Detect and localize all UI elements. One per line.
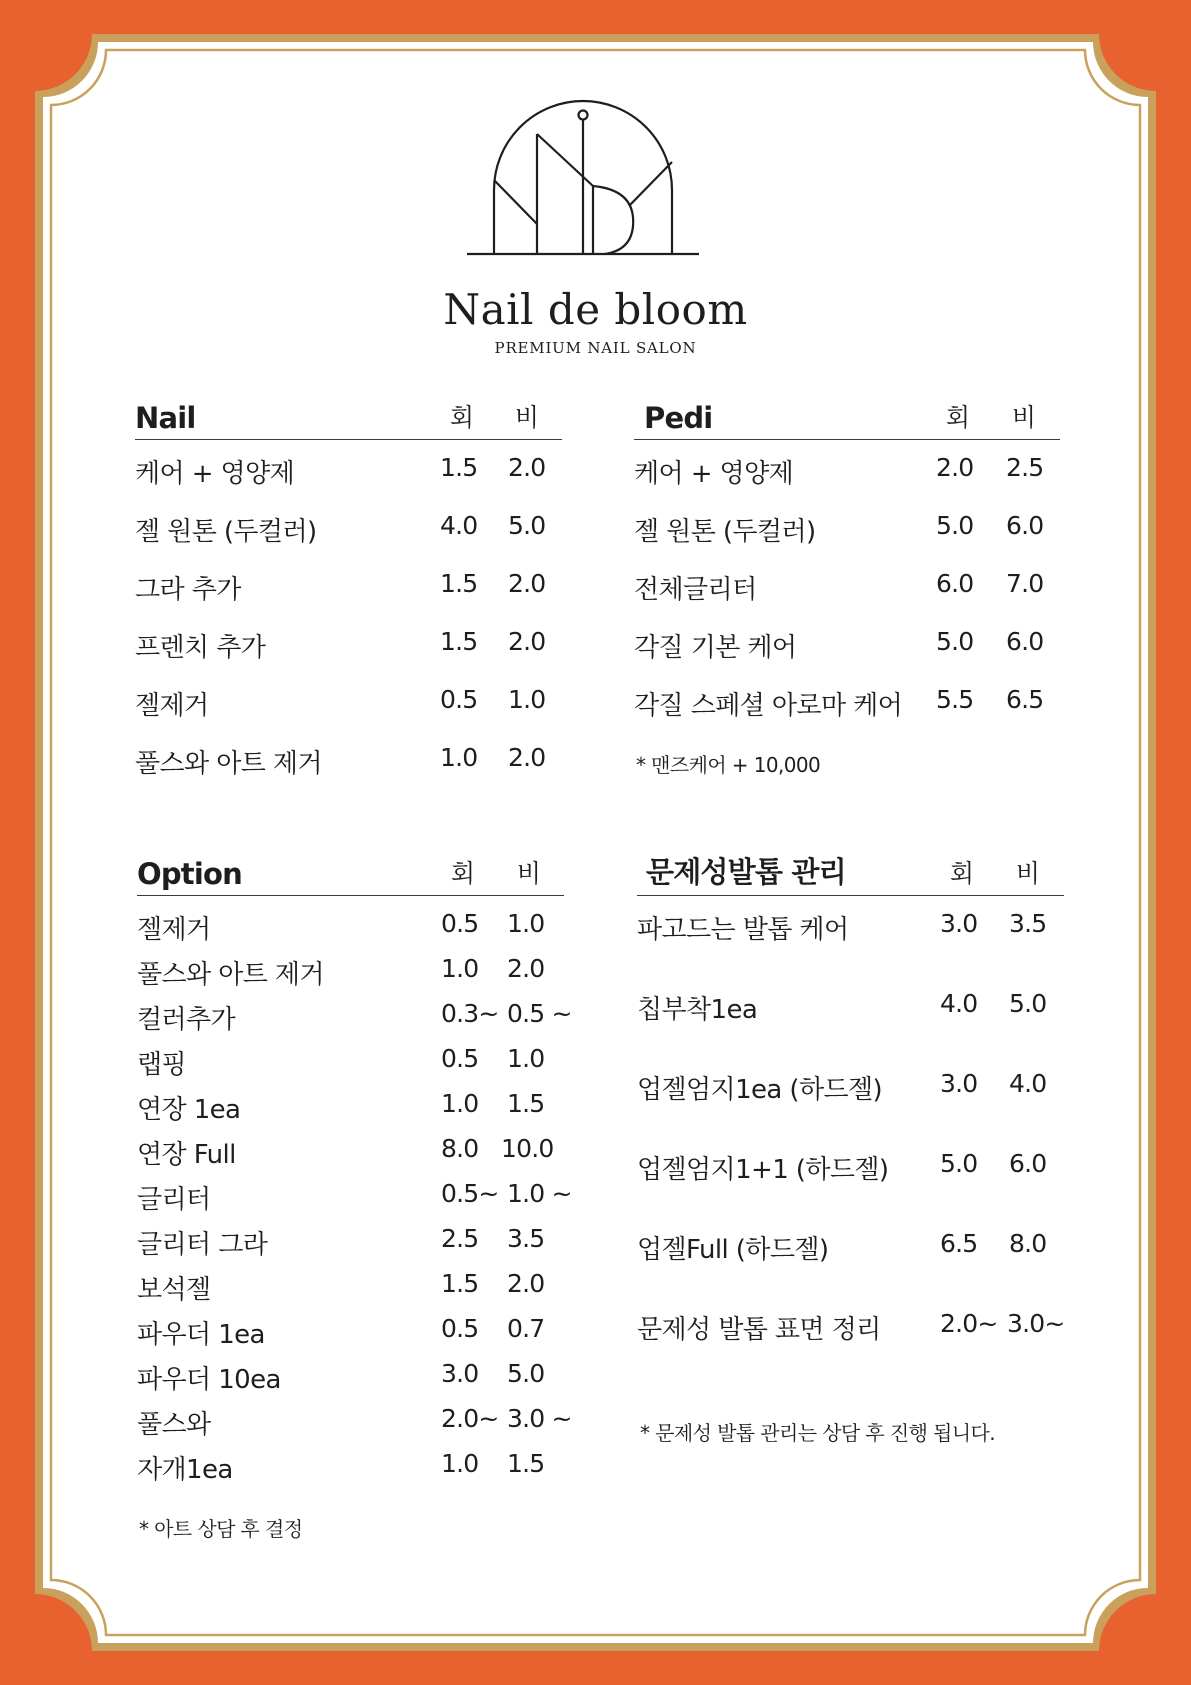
problem-list bbox=[637, 909, 1064, 1389]
item-sessions: 5.0 bbox=[936, 511, 974, 540]
item-name: 문제성 발톱 표면 정리 bbox=[637, 1315, 881, 1345]
nail-col-price: 비 bbox=[514, 403, 540, 432]
item-sessions: 5.5 bbox=[936, 685, 974, 714]
item-sessions: 4.0 bbox=[440, 511, 478, 540]
list-item bbox=[135, 743, 562, 801]
list-item bbox=[137, 909, 564, 954]
item-price: 1.0 bbox=[507, 1044, 545, 1073]
item-name: 업젤엄지1+1 (하드젤) bbox=[637, 1155, 889, 1185]
item-sessions: 0.5 bbox=[441, 909, 479, 938]
item-price: 6.0 bbox=[1009, 1149, 1047, 1178]
list-item bbox=[634, 685, 1060, 743]
item-name: 전체글리터 bbox=[634, 575, 757, 605]
nail-list bbox=[135, 453, 562, 801]
nail-col-sessions: 회 bbox=[449, 403, 475, 432]
problem-col-price: 비 bbox=[1015, 859, 1041, 888]
item-name: 보석젤 bbox=[137, 1275, 211, 1305]
item-name: 연장 Full bbox=[137, 1140, 236, 1170]
problem-toenail-section bbox=[637, 855, 1065, 1389]
option-section bbox=[137, 857, 572, 1494]
list-item bbox=[634, 627, 1060, 685]
item-sessions: 1.5 bbox=[441, 1269, 479, 1298]
item-sessions: 2.0 bbox=[936, 453, 974, 482]
item-name: 풀스와 bbox=[137, 1410, 211, 1440]
item-price: 6.0 bbox=[1006, 627, 1044, 656]
list-item bbox=[137, 1044, 564, 1089]
list-item bbox=[137, 1134, 564, 1179]
item-name: 젤 원톤 (두컬러) bbox=[135, 517, 317, 547]
item-name: 풀스와 아트 제거 bbox=[135, 749, 322, 779]
item-price: 5.0 bbox=[508, 511, 546, 540]
list-item bbox=[637, 1069, 1064, 1149]
pedi-note: * 맨즈케어 + 10,000 bbox=[636, 753, 821, 777]
item-sessions: 1.0 bbox=[441, 1449, 479, 1478]
item-name: 케어 + 영양제 bbox=[135, 459, 295, 489]
item-price: 2.0 bbox=[507, 954, 545, 983]
item-name: 랩핑 bbox=[137, 1050, 187, 1080]
item-sessions: 6.5 bbox=[940, 1229, 978, 1258]
item-name: 컬러추가 bbox=[137, 1005, 236, 1035]
item-name: 자개1ea bbox=[137, 1455, 233, 1485]
pedi-list bbox=[634, 453, 1060, 743]
list-item bbox=[137, 1089, 564, 1134]
option-col-price: 비 bbox=[516, 859, 542, 888]
item-sessions: 3.0 bbox=[940, 1069, 978, 1098]
item-name: 풀스와 아트 제거 bbox=[137, 960, 324, 990]
item-sessions: 1.0 bbox=[440, 743, 478, 772]
list-item bbox=[634, 569, 1060, 627]
brand-name: Nail de bloom bbox=[443, 285, 748, 334]
item-price: 5.0 bbox=[507, 1359, 545, 1388]
item-sessions: 3.0 bbox=[441, 1359, 479, 1388]
list-item bbox=[637, 1229, 1064, 1309]
pedi-col-price: 비 bbox=[1011, 403, 1037, 432]
list-item bbox=[135, 627, 562, 685]
list-item bbox=[137, 1404, 572, 1449]
item-sessions: 0.5~ bbox=[441, 1179, 499, 1208]
item-sessions: 2.0~ bbox=[441, 1404, 499, 1433]
item-sessions: 0.3~ bbox=[441, 999, 499, 1028]
item-price: 1.0 ~ bbox=[507, 1179, 572, 1208]
item-price: 1.5 bbox=[507, 1449, 545, 1478]
item-sessions: 0.5 bbox=[440, 685, 478, 714]
pedi-col-sessions: 회 bbox=[945, 403, 971, 432]
item-sessions: 2.0~ bbox=[940, 1309, 998, 1338]
list-item bbox=[135, 453, 562, 511]
list-item bbox=[637, 909, 1064, 989]
item-name: 각질 스페셜 아로마 케어 bbox=[634, 691, 903, 721]
list-item bbox=[637, 989, 1064, 1069]
item-name: 연장 1ea bbox=[137, 1095, 241, 1125]
item-price: 2.0 bbox=[508, 569, 546, 598]
item-name: 케어 + 영양제 bbox=[634, 459, 794, 489]
item-price: 4.0 bbox=[1009, 1069, 1047, 1098]
problem-col-sessions: 회 bbox=[949, 859, 975, 888]
item-sessions: 3.0 bbox=[940, 909, 978, 938]
option-section-header bbox=[137, 857, 564, 896]
item-price: 3.0 ~ bbox=[507, 1404, 572, 1433]
pedi-section-header bbox=[634, 401, 1060, 440]
option-note: * 아트 상담 후 결정 bbox=[139, 1517, 303, 1541]
item-sessions: 1.0 bbox=[441, 954, 479, 983]
option-list bbox=[137, 909, 572, 1494]
item-name: 프렌치 추가 bbox=[135, 633, 266, 663]
list-item bbox=[634, 453, 1060, 511]
list-item bbox=[637, 1149, 1064, 1229]
item-price: 3.5 bbox=[1009, 909, 1047, 938]
list-item bbox=[135, 569, 562, 627]
item-price: 6.0 bbox=[1006, 511, 1044, 540]
item-sessions: 6.0 bbox=[936, 569, 974, 598]
item-price: 10.0 bbox=[501, 1134, 554, 1163]
list-item bbox=[137, 999, 572, 1044]
item-name: 업젤엄지1ea (하드젤) bbox=[637, 1075, 883, 1105]
item-price: 3.0~ bbox=[1007, 1309, 1065, 1338]
list-item bbox=[634, 511, 1060, 569]
item-name: 파우더 10ea bbox=[137, 1365, 281, 1395]
pedi-section bbox=[634, 401, 1060, 743]
list-item bbox=[137, 1224, 564, 1269]
list-item bbox=[137, 1179, 572, 1224]
item-name: 젤 원톤 (두컬러) bbox=[634, 517, 816, 547]
item-sessions: 5.0 bbox=[940, 1149, 978, 1178]
list-item bbox=[135, 685, 562, 743]
item-sessions: 8.0 bbox=[441, 1134, 479, 1163]
item-name: 칩부착1ea bbox=[637, 995, 758, 1025]
item-price: 2.0 bbox=[508, 743, 546, 772]
item-sessions: 1.0 bbox=[441, 1089, 479, 1118]
pedi-section-title: Pedi bbox=[644, 401, 713, 435]
list-item bbox=[637, 1309, 1064, 1389]
item-name: 그라 추가 bbox=[135, 575, 241, 605]
item-price: 2.0 bbox=[508, 627, 546, 656]
item-price: 0.7 bbox=[507, 1314, 545, 1343]
item-price: 1.0 bbox=[508, 685, 546, 714]
list-item bbox=[137, 1314, 564, 1359]
list-item bbox=[135, 511, 562, 569]
item-sessions: 2.5 bbox=[441, 1224, 479, 1253]
item-name: 파고드는 발톱 케어 bbox=[637, 915, 849, 945]
item-sessions: 1.5 bbox=[440, 453, 478, 482]
item-price: 1.0 bbox=[507, 909, 545, 938]
item-price: 2.0 bbox=[508, 453, 546, 482]
item-price: 2.0 bbox=[507, 1269, 545, 1298]
item-name: 파우더 1ea bbox=[137, 1320, 265, 1350]
item-sessions: 1.5 bbox=[440, 569, 478, 598]
problem-note: * 문제성 발톱 관리는 상담 후 진행 됩니다. bbox=[640, 1421, 995, 1445]
item-sessions: 5.0 bbox=[936, 627, 974, 656]
item-price: 3.5 bbox=[507, 1224, 545, 1253]
nail-section bbox=[135, 401, 562, 801]
item-name: 젤제거 bbox=[135, 691, 209, 721]
item-name: 각질 기본 케어 bbox=[634, 633, 797, 663]
problem-section-title: 문제성발톱 관리 bbox=[646, 855, 846, 889]
item-name: 업젤Full (하드젤) bbox=[637, 1235, 829, 1265]
item-price: 5.0 bbox=[1009, 989, 1047, 1018]
item-price: 8.0 bbox=[1009, 1229, 1047, 1258]
list-item bbox=[137, 954, 564, 999]
item-price: 7.0 bbox=[1006, 569, 1044, 598]
nail-section-header bbox=[135, 401, 562, 440]
item-name: 젤제거 bbox=[137, 915, 211, 945]
item-name: 글리터 bbox=[137, 1185, 211, 1215]
brand-tagline: PREMIUM NAIL SALON bbox=[494, 339, 697, 357]
list-item bbox=[137, 1359, 564, 1404]
item-price: 6.5 bbox=[1006, 685, 1044, 714]
item-name: 글리터 그라 bbox=[137, 1230, 268, 1260]
list-item bbox=[137, 1449, 564, 1494]
list-item bbox=[137, 1269, 564, 1314]
option-section-title: Option bbox=[137, 857, 242, 891]
nail-section-title: Nail bbox=[135, 401, 196, 435]
problem-section-header bbox=[637, 855, 1064, 896]
item-price: 0.5 ~ bbox=[507, 999, 572, 1028]
item-price: 1.5 bbox=[507, 1089, 545, 1118]
item-sessions: 4.0 bbox=[940, 989, 978, 1018]
item-sessions: 1.5 bbox=[440, 627, 478, 656]
item-price: 2.5 bbox=[1006, 453, 1044, 482]
item-sessions: 0.5 bbox=[441, 1314, 479, 1343]
option-col-sessions: 회 bbox=[450, 859, 476, 888]
nail-bloom-logo-icon bbox=[463, 98, 703, 258]
item-sessions: 0.5 bbox=[441, 1044, 479, 1073]
